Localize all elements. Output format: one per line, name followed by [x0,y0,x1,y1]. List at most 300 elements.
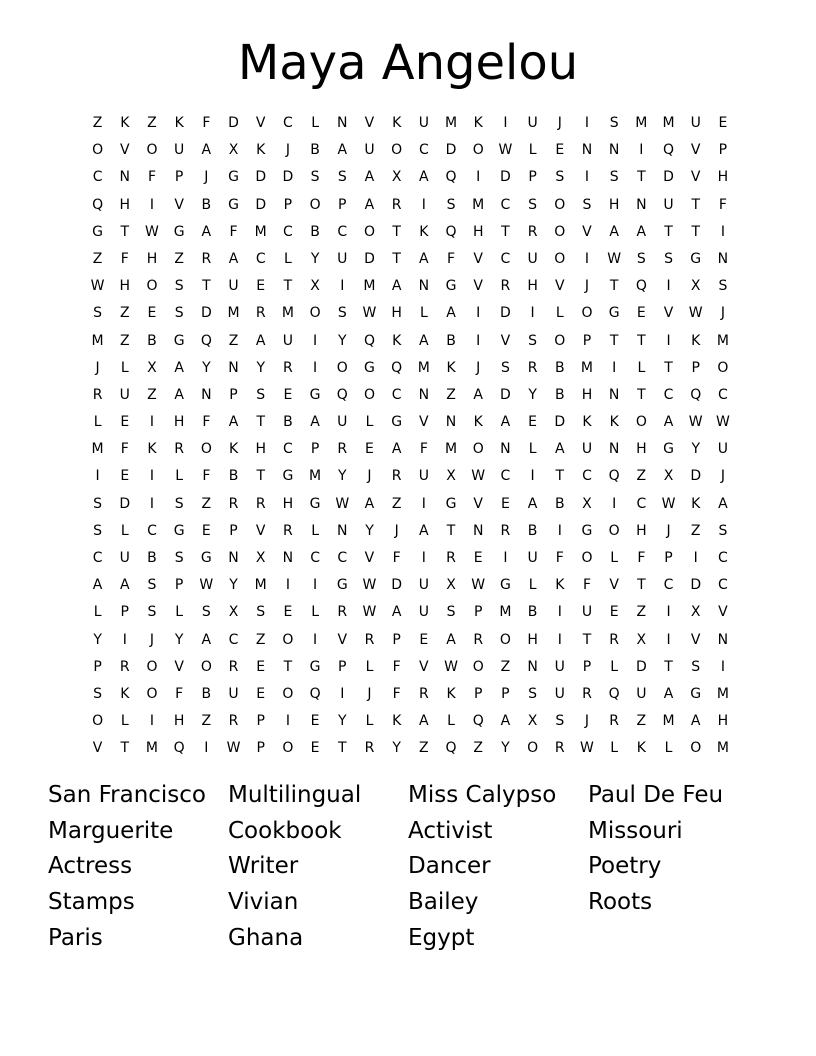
grid-letter: Y [365,522,374,539]
grid-letter: R [527,359,538,376]
grid-letter: A [391,278,402,295]
grid-letter: M [254,577,267,594]
grid-letter: E [147,305,157,322]
grid-letter: F [637,550,646,566]
grid-letter: K [419,223,429,240]
grid-letter: S [174,495,184,512]
grid-letter: H [173,414,185,431]
grid-letter: S [528,196,538,213]
grid-row [84,708,744,735]
grid-letter: K [691,495,701,512]
grid-letter: E [310,740,320,757]
grid-letter: S [446,604,456,621]
grid-letter: A [500,414,511,431]
word-column [48,778,228,956]
grid-letter: I [720,658,725,675]
grid-letter: M [91,441,104,458]
grid-letter: W [199,577,214,594]
grid-letter: J [367,685,372,702]
grid-letter: G [608,305,620,322]
grid-letter: U [554,658,565,675]
grid-letter: N [608,441,620,458]
grid-row [84,273,744,300]
grid-letter: Q [690,386,702,403]
word-bank-item: Poetry [588,853,662,880]
grid-letter: I [421,196,426,213]
grid-letter: I [313,359,318,376]
grid-row [84,164,744,191]
grid-letter: R [554,740,565,757]
grid-letter: T [582,631,592,648]
grid-letter: W [715,414,730,431]
grid-letter: R [92,386,103,403]
grid-letter: T [392,250,401,267]
grid-letter: D [200,305,212,322]
letter-grid [84,110,744,763]
grid-letter: W [145,223,159,240]
grid-letter: V [174,658,184,675]
grid-letter: I [557,604,562,621]
grid-letter: M [662,115,675,131]
grid-letter: O [472,142,484,159]
grid-letter: K [392,115,402,131]
grid-letter: I [666,278,671,295]
grid-letter: E [283,386,293,403]
grid-letter: Z [255,631,266,648]
grid-letter: D [282,169,294,186]
grid-letter: F [555,550,564,566]
grid-letter: C [92,550,103,566]
grid-letter: G [173,223,185,240]
grid-letter: A [500,713,511,730]
grid-letter: Z [92,115,103,131]
grid-letter: S [609,115,619,131]
grid-letter: C [500,196,511,213]
grid-letter: P [691,359,700,376]
grid-letter: I [285,577,290,594]
grid-letter: J [285,142,290,159]
word-column [408,778,588,956]
grid-letter: F [229,223,238,240]
grid-letter: O [200,658,212,675]
grid-letter: H [472,223,484,240]
grid-letter: S [609,169,619,186]
grid-letter: A [663,414,674,431]
grid-letter: A [419,713,429,730]
grid-letter: T [338,740,347,757]
grid-letter: A [690,713,701,730]
grid-row [84,355,744,382]
grid-letter: L [120,522,129,539]
grid-letter: U [364,142,375,159]
grid-letter: E [636,305,646,322]
grid-letter: L [555,305,564,322]
grid-letter: K [392,332,402,349]
grid-letter: I [285,713,290,730]
word-bank-item: Marguerite [48,817,174,844]
grid-letter: R [364,740,375,757]
grid-row [84,137,744,164]
grid-letter: C [283,223,293,240]
grid-letter: G [92,223,104,240]
grid-letter: Y [202,359,211,376]
grid-letter: X [310,278,320,295]
grid-letter: Q [336,386,348,403]
grid-letter: P [528,169,537,186]
grid-letter: G [445,495,457,512]
grid-letter: I [149,414,155,431]
grid-letter: I [476,169,481,186]
grid-letter: V [473,495,483,512]
grid-letter: V [582,223,592,240]
grid-letter: X [663,468,674,485]
grid-letter: B [283,414,293,431]
grid-letter: Q [391,359,403,376]
grid-letter: E [500,495,510,512]
grid-letter: I [122,631,127,648]
grid-letter: D [500,305,511,322]
grid-letter: R [228,658,239,675]
grid-letter: I [476,305,481,322]
grid-letter: P [120,604,129,621]
grid-letter: T [664,359,673,376]
grid-letter: Y [93,631,102,648]
grid-letter: A [310,414,320,431]
grid-letter: E [419,631,429,648]
grid-letter: M [91,332,104,349]
grid-letter: V [690,631,701,648]
grid-letter: A [419,250,429,267]
grid-letter: P [582,332,592,349]
grid-letter: F [392,550,401,566]
grid-letter: R [174,441,185,458]
grid-letter: U [554,685,565,702]
grid-letter: A [446,305,456,322]
grid-letter: G [690,685,702,702]
grid-letter: R [119,658,130,675]
grid-letter: G [309,495,321,512]
grid-letter: B [554,359,565,376]
grid-letter: S [93,685,103,702]
grid-letter: R [500,522,511,539]
grid-letter: B [201,685,212,702]
word-bank-item: Actress [48,853,133,880]
grid-letter: L [311,115,319,131]
grid-letter: O [146,658,158,675]
grid-letter: T [637,169,646,186]
grid-letter: E [310,713,320,730]
grid-letter: K [228,441,239,458]
grid-letter: J [476,359,481,376]
grid-letter: E [256,685,266,702]
grid-letter: N [472,522,484,539]
grid-letter: A [419,332,429,349]
grid-letter: F [202,414,211,431]
grid-letter: O [309,196,321,213]
grid-letter: B [527,522,538,539]
grid-letter: S [718,278,728,295]
grid-letter: F [447,250,456,267]
grid-row [84,409,744,436]
grid-letter: Z [690,522,701,539]
grid-letter: C [147,522,157,539]
grid-letter: G [173,522,185,539]
grid-letter: J [394,522,399,539]
grid-letter: L [664,740,673,757]
grid-letter: O [554,332,566,349]
grid-letter: P [283,196,293,213]
grid-letter: A [92,577,103,594]
grid-letter: Y [174,631,184,648]
grid-letter: B [446,332,456,349]
grid-letter: W [661,495,676,512]
grid-letter: W [362,604,377,621]
grid-letter: H [608,196,620,213]
grid-letter: L [610,550,619,566]
word-bank-item: Dancer [408,853,491,880]
grid-letter: R [609,631,620,648]
grid-letter: V [119,142,130,159]
grid-letter: X [391,169,402,186]
grid-letter: S [174,305,184,322]
grid-letter: N [418,278,430,295]
grid-letter: N [581,142,593,159]
grid-letter: T [202,278,211,295]
grid-letter: T [392,223,401,240]
grid-letter: F [202,115,211,131]
grid-letter: D [663,169,674,186]
grid-letter: N [228,550,239,566]
grid-letter: S [528,332,538,349]
grid-letter: I [503,550,508,566]
grid-letter: O [690,740,702,757]
grid-letter: Q [173,740,185,757]
grid-letter: S [174,278,184,295]
grid-letter: B [201,196,212,213]
grid-letter: R [418,685,429,702]
grid-letter: A [337,142,348,159]
grid-row [84,654,744,681]
grid-letter: S [636,250,646,267]
grid-letter: Z [92,250,103,267]
grid-letter: I [639,142,644,159]
grid-row [84,436,744,463]
grid-letter: P [664,550,673,566]
grid-letter: W [498,142,513,159]
grid-letter: L [528,142,537,159]
grid-letter: N [717,631,729,648]
grid-letter: Z [419,740,429,757]
grid-letter: L [120,359,129,376]
grid-letter: T [283,658,293,675]
grid-letter: A [473,386,483,403]
grid-letter: M [662,713,675,730]
grid-letter: R [527,223,538,240]
grid-letter: N [337,115,348,131]
grid-letter: S [93,305,103,322]
grid-letter: V [473,278,483,295]
grid-letter: V [718,604,728,621]
grid-letter: S [718,522,728,539]
grid-letter: B [147,332,157,349]
word-bank-item: Miss Calypso [408,782,557,808]
grid-letter: T [283,278,293,295]
grid-letter: A [364,196,375,213]
grid-letter: D [391,577,403,594]
grid-letter: I [666,631,671,648]
grid-letter: S [310,169,320,186]
grid-row [84,627,744,654]
grid-letter: H [173,713,185,730]
grid-letter: O [146,278,158,295]
grid-letter: O [635,414,647,431]
grid-letter: N [717,250,729,267]
grid-letter: X [147,359,157,376]
grid-letter: U [228,685,239,702]
grid-letter: G [309,658,321,675]
word-bank-item: Paris [48,924,103,951]
grid-letter: O [554,250,566,267]
grid-letter: M [309,468,322,485]
grid-letter: P [392,631,401,648]
grid-letter: I [421,550,426,566]
grid-letter: S [256,604,266,621]
grid-letter: M [716,740,729,757]
grid-letter: T [555,468,565,485]
grid-letter: S [93,522,103,539]
grid-row [84,463,744,490]
grid-letter: W [362,577,377,594]
grid-letter: D [690,577,702,594]
grid-letter: I [557,631,562,648]
grid-letter: W [607,250,622,267]
grid-letter: S [174,550,184,566]
grid-letter: P [174,169,184,186]
grid-letter: I [313,332,318,349]
grid-letter: Q [663,142,675,159]
grid-letter: B [527,604,538,621]
grid-letter: T [446,522,456,539]
grid-letter: S [555,713,565,730]
grid-letter: X [446,577,456,594]
grid-letter: M [635,115,648,131]
grid-letter: O [499,631,511,648]
grid-letter: I [340,685,345,702]
grid-letter: Z [119,332,130,349]
grid-letter: I [584,115,590,131]
grid-letter: K [147,441,157,458]
grid-letter: L [610,658,619,675]
grid-letter: S [664,250,673,267]
grid-letter: S [582,196,592,213]
grid-letter: I [612,495,617,512]
word-bank-item: Activist [408,817,493,844]
grid-letter: M [580,359,594,376]
grid-letter: Z [174,250,184,267]
grid-letter: I [720,223,725,240]
word-bank-item: Bailey [408,889,479,916]
grid-letter: I [584,169,590,186]
grid-letter: L [528,441,537,458]
word-bank-item: Cookbook [228,817,342,844]
word-column [588,778,768,956]
grid-letter: J [95,359,100,376]
grid-letter: W [471,468,486,485]
grid-letter: J [584,713,590,730]
grid-letter: E [609,604,619,621]
grid-letter: T [501,223,510,240]
grid-letter: Z [119,305,130,322]
grid-letter: G [173,332,185,349]
grid-letter: C [228,631,239,648]
grid-letter: R [228,713,239,730]
grid-letter: X [255,550,266,566]
grid-letter: Q [445,740,457,757]
grid-row [84,382,744,409]
grid-letter: O [282,685,294,702]
grid-letter: C [418,142,429,159]
grid-letter: A [419,522,429,539]
grid-letter: A [174,386,184,403]
grid-letter: O [309,305,321,322]
grid-letter: R [283,359,293,376]
grid-letter: Z [228,332,239,349]
grid-letter: O [554,196,566,213]
grid-letter: A [391,604,402,621]
grid-letter: L [284,250,292,267]
grid-letter: A [718,495,728,512]
grid-letter: S [555,169,565,186]
grid-letter: C [636,495,647,512]
grid-letter: G [282,468,294,485]
grid-letter: U [418,577,429,594]
grid-letter: Q [309,685,321,702]
grid-letter: A [255,332,266,349]
grid-letter: B [554,495,565,512]
grid-letter: V [554,278,565,295]
grid-letter: P [718,142,728,159]
grid-letter: S [691,658,701,675]
grid-letter: K [555,577,565,594]
grid-row [84,572,744,599]
grid-letter: Q [363,332,375,349]
grid-letter: Z [147,115,157,131]
grid-letter: K [256,142,266,159]
grid-letter: V [174,196,184,213]
grid-letter: E [365,441,374,458]
grid-letter: V [419,658,429,675]
grid-letter: S [147,577,157,594]
grid-letter: I [421,495,426,512]
grid-letter: U [282,332,294,349]
grid-letter: E [120,468,130,485]
grid-letter: V [419,414,429,431]
grid-letter: Z [636,468,647,485]
grid-row [84,328,744,355]
grid-letter: R [364,631,375,648]
grid-letter: O [581,550,593,566]
grid-letter: P [174,577,184,594]
grid-letter: V [663,305,674,322]
grid-letter: L [365,713,374,730]
grid-letter: Y [528,386,537,403]
word-bank-item: Stamps [48,889,135,916]
grid-letter: P [501,685,510,702]
grid-letter: U [418,115,429,131]
grid-letter: U [174,142,185,159]
grid-letter: I [149,468,155,485]
grid-letter: I [476,332,481,349]
